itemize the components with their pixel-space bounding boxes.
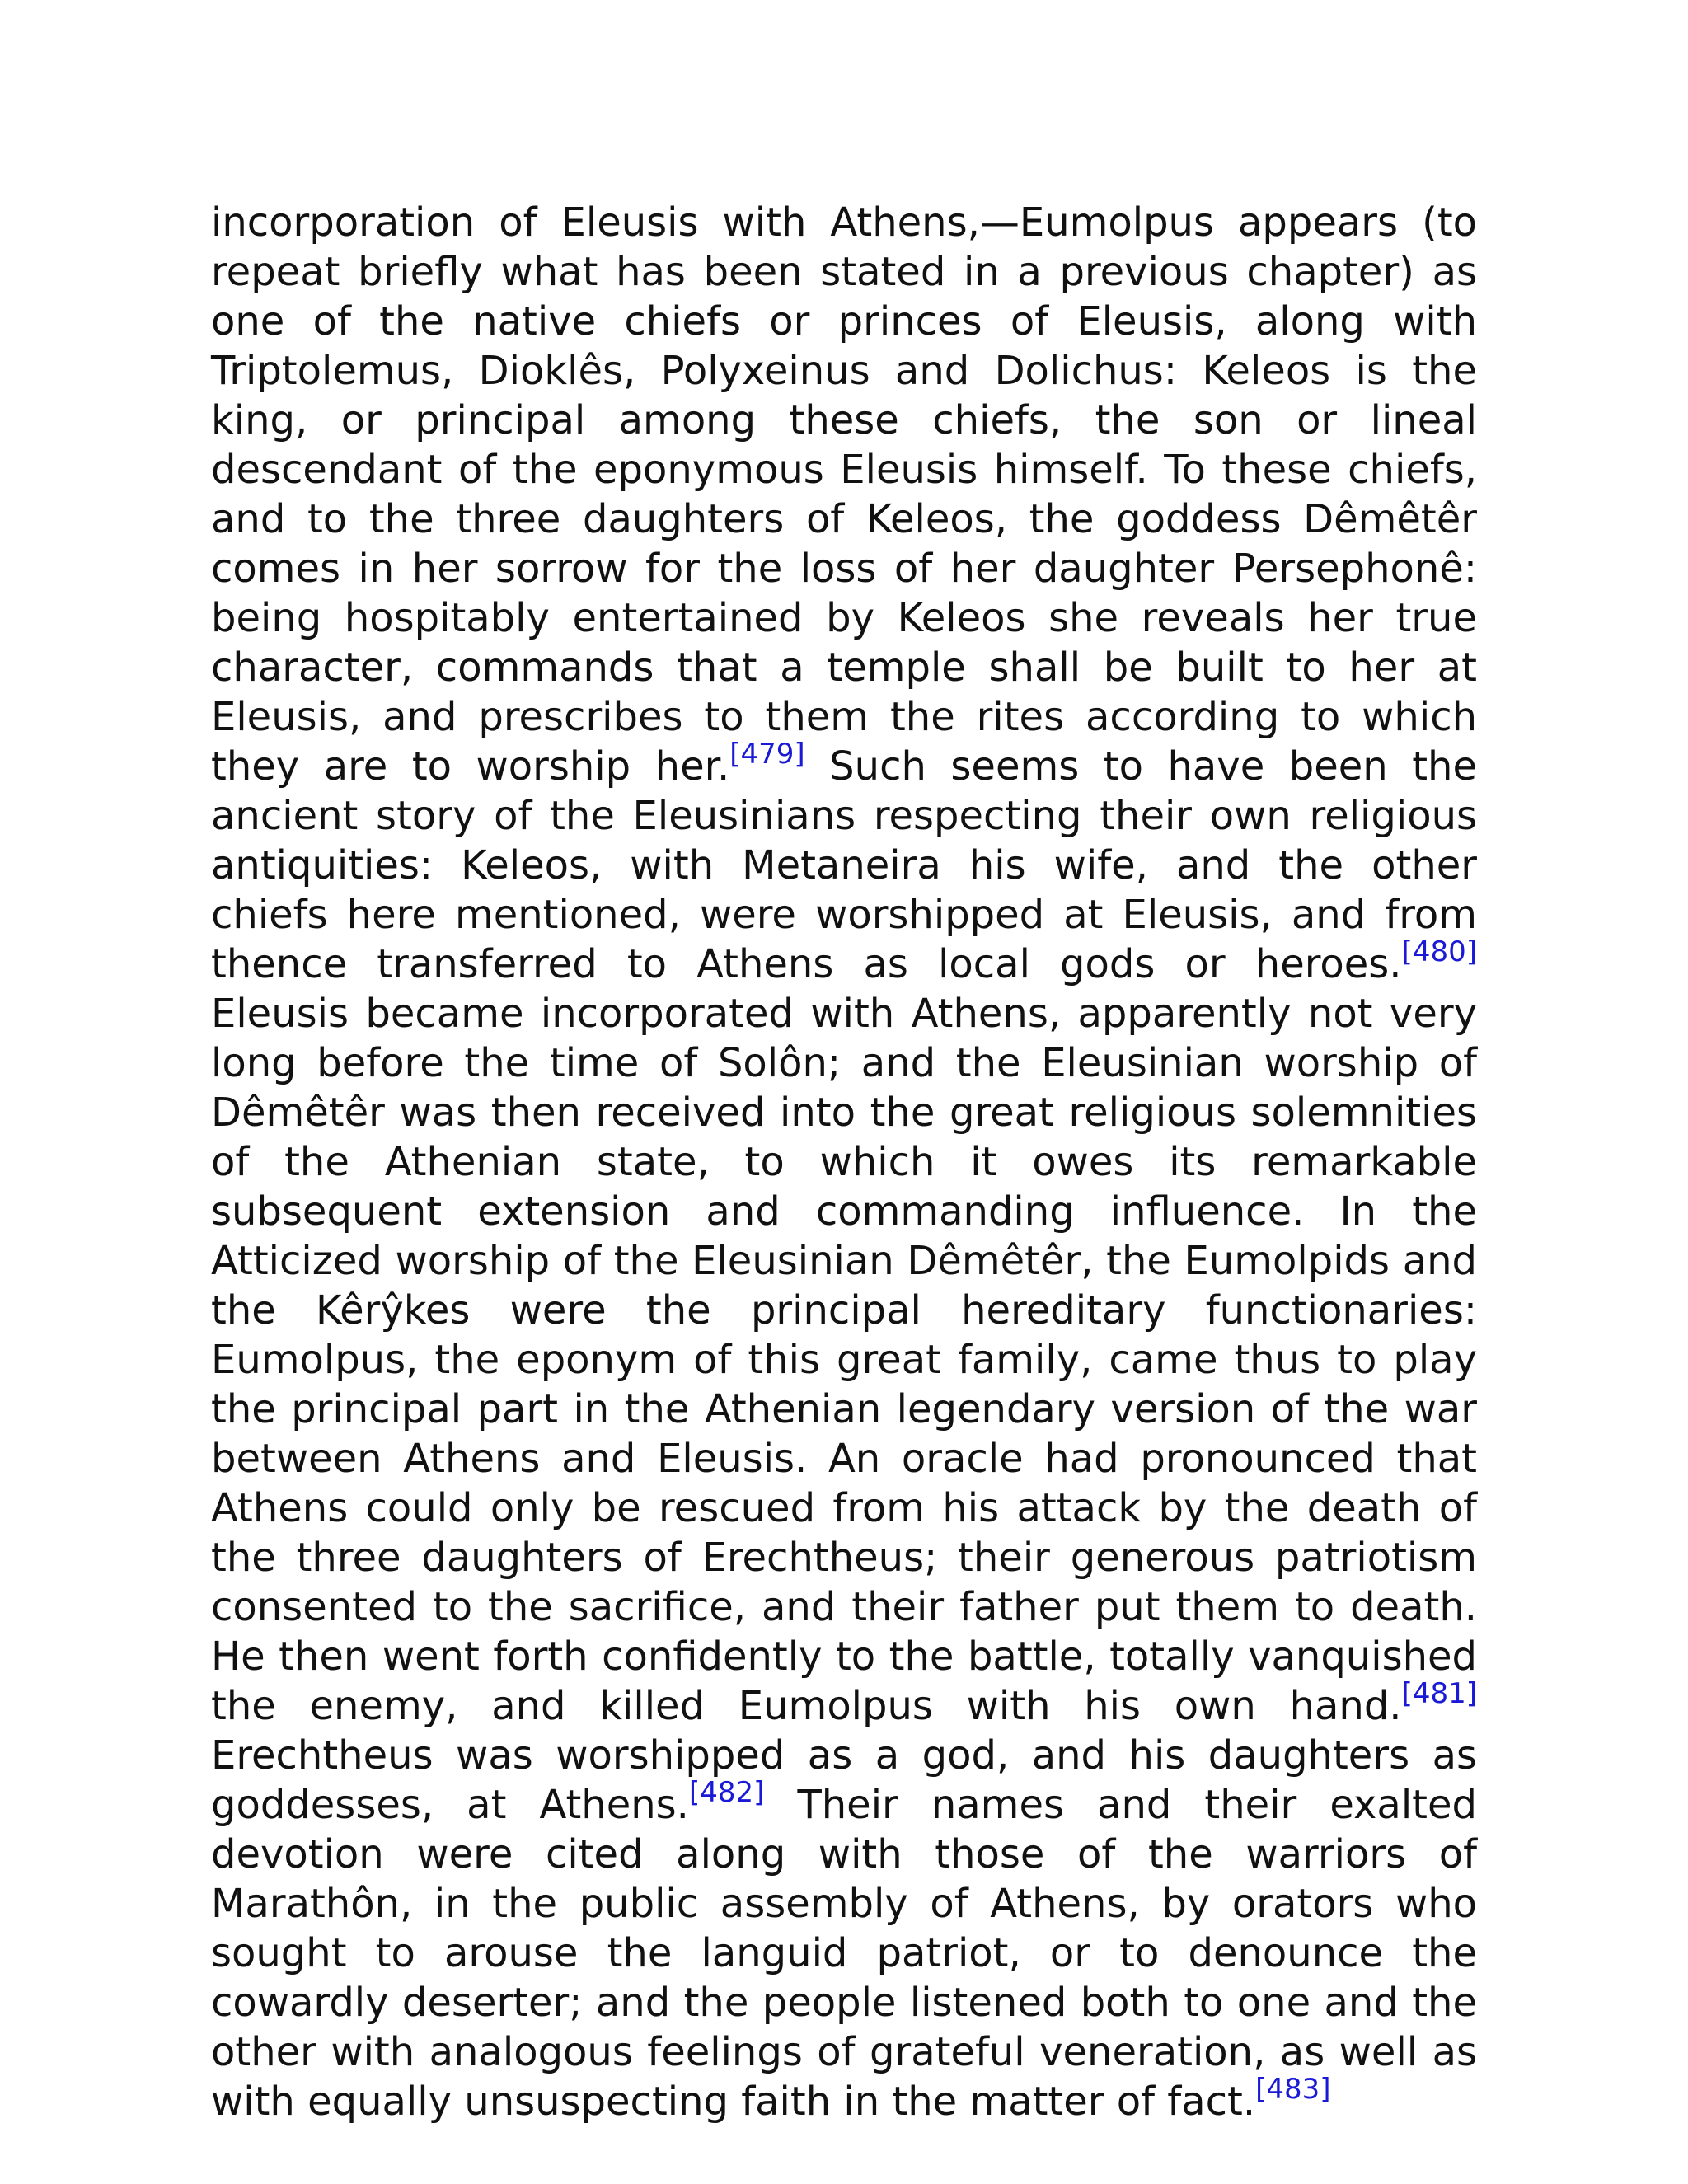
page-content bbox=[211, 198, 1477, 2126]
footnote-link-479[interactable]: [479] bbox=[729, 738, 805, 771]
footnote-link-480[interactable]: [480] bbox=[1401, 935, 1477, 968]
text-segment: Eleusis became incorporated with Athens, apparently not very long before the time of Solôn; and the Eleusinian worship of Dêmêtêr was then received into the great religious solemnities of the Athenian state, to which it owes its remarkable subsequent extension and commanding influence. In the Atticized worship of the Eleusinian Dêmêtêr, the Eumolpids and the Kêrŷkes were the principal hereditary functionaries: Eumolpus, the eponym of this great family, came thus to play the principal part in the Athenian legendary version of the war between Athens and Eleusis. An oracle had pronounced that Athens could only be rescued from his attack by the death of the three daughters of Erechtheus; their generous patriotism consented to the sacrifice, and their father put them to death. He then went forth confidently to the battle, totally vanquished the enemy, and killed Eumolpus with his own hand. bbox=[211, 991, 1477, 1729]
text-segment: Such seems to have been the ancient story of the Eleusinians respecting their own religious antiquities: Keleos, with Metaneira his wife, and the other chiefs here mentioned, were worshipped at Eleusis, and from thence transferred to Athens as local gods or heroes. bbox=[211, 743, 1478, 987]
body-paragraph bbox=[211, 198, 1477, 2126]
footnote-link-482[interactable]: [482] bbox=[688, 1776, 765, 1809]
text-segment: Erechtheus was worshipped as a god, and his daughters as goddesses, at Athens. bbox=[211, 1732, 1477, 1828]
text-segment: incorporation of Eleusis with Athens,—Eumolpus appears (to repeat briefly what has been stated in a previous chapter) as one of the native chiefs or princes of Eleusis, along with Triptolemus, Dioklês, Polyxeinus and Dolichus: Keleos is the king, or principal among these chiefs, the son or lineal descendant of the eponymous Eleusis himself. To these chiefs, and to the three daughters of Keleos, the goddess Dêmêtêr comes in her sorrow for the loss of her daughter Persephonê: being hospitably entertained by Keleos she reveals her true character, commands that a temple shall be built to her at Eleusis, and prescribes to them the rites according to which they are to worship her. bbox=[211, 199, 1477, 790]
footnote-link-481[interactable]: [481] bbox=[1401, 1677, 1477, 1710]
text-segment: Their names and their exalted devotion were cited along with those of the warriors of Marathôn, in the public assembly of Athens, by orators who sought to arouse the languid patriot, or to denounce the cowardly deserter; and the people listened both to one and the other with analogous feelings of grateful veneration, as well as with equally unsuspecting faith in the matter of fact. bbox=[211, 1782, 1477, 2125]
footnote-link-483[interactable]: [483] bbox=[1255, 2073, 1331, 2106]
